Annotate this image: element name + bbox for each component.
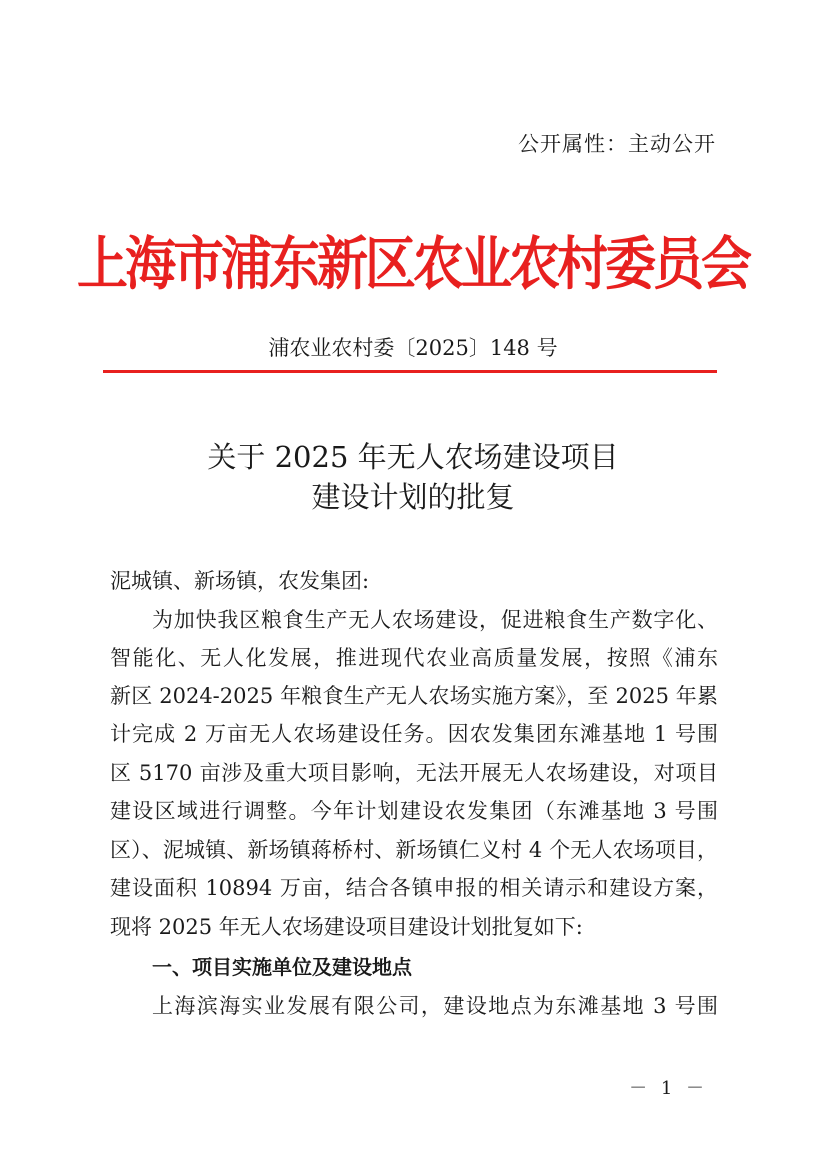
agency-letterhead: 上海市浦东新区农业农村委员会: [76, 232, 749, 299]
paragraph-line: 区）、泥城镇、新场镇蒋桥村、新场镇仁义村 4 个无人农场项目，: [110, 838, 718, 862]
paragraph-line: 建设面积 10894 万亩，结合各镇申报的相关请示和建设方案，: [110, 876, 718, 900]
page-number: － 1 －: [629, 1078, 708, 1099]
paragraph-line: 新区 2024-2025 年粮食生产无人农场实施方案》，至 2025 年累: [110, 684, 718, 708]
paragraph-line: 智能化、无人化发展，推进现代农业高质量发展，按照《浦东: [110, 646, 718, 670]
paragraph-line: 区 5170 亩涉及重大项目影响，无法开展无人农场建设，对项目: [110, 761, 718, 785]
title-line-1: 关于 2025 年无人农场建设项目: [207, 440, 619, 474]
paragraph-line: 上海滨海实业发展有限公司，建设地点为东滩基地 3 号围: [152, 994, 718, 1018]
paragraph-line: 建设区域进行调整。今年计划建设农发集团（东滩基地 3 号围: [110, 799, 718, 823]
paragraph-line: 为加快我区粮食生产无人农场建设，促进粮食生产数字化、: [152, 608, 718, 632]
header-divider: [103, 370, 717, 373]
disclosure-attribute: 公开属性：主动公开: [518, 132, 716, 156]
paragraph-line: 现将 2025 年无人农场建设项目建设计划批复如下:: [110, 915, 583, 939]
section-heading: 一、项目实施单位及建设地点: [152, 955, 412, 979]
paragraph-line: 计完成 2 万亩无人农场建设任务。因农发集团东滩基地 1 号围: [110, 722, 718, 746]
document-number: 浦农业农村委〔2025〕148 号: [268, 336, 558, 360]
salutation: 泥城镇、新场镇，农发集团:: [110, 569, 370, 593]
title-line-2: 建设计划的批复: [311, 480, 515, 514]
document-title: [0, 437, 826, 517]
